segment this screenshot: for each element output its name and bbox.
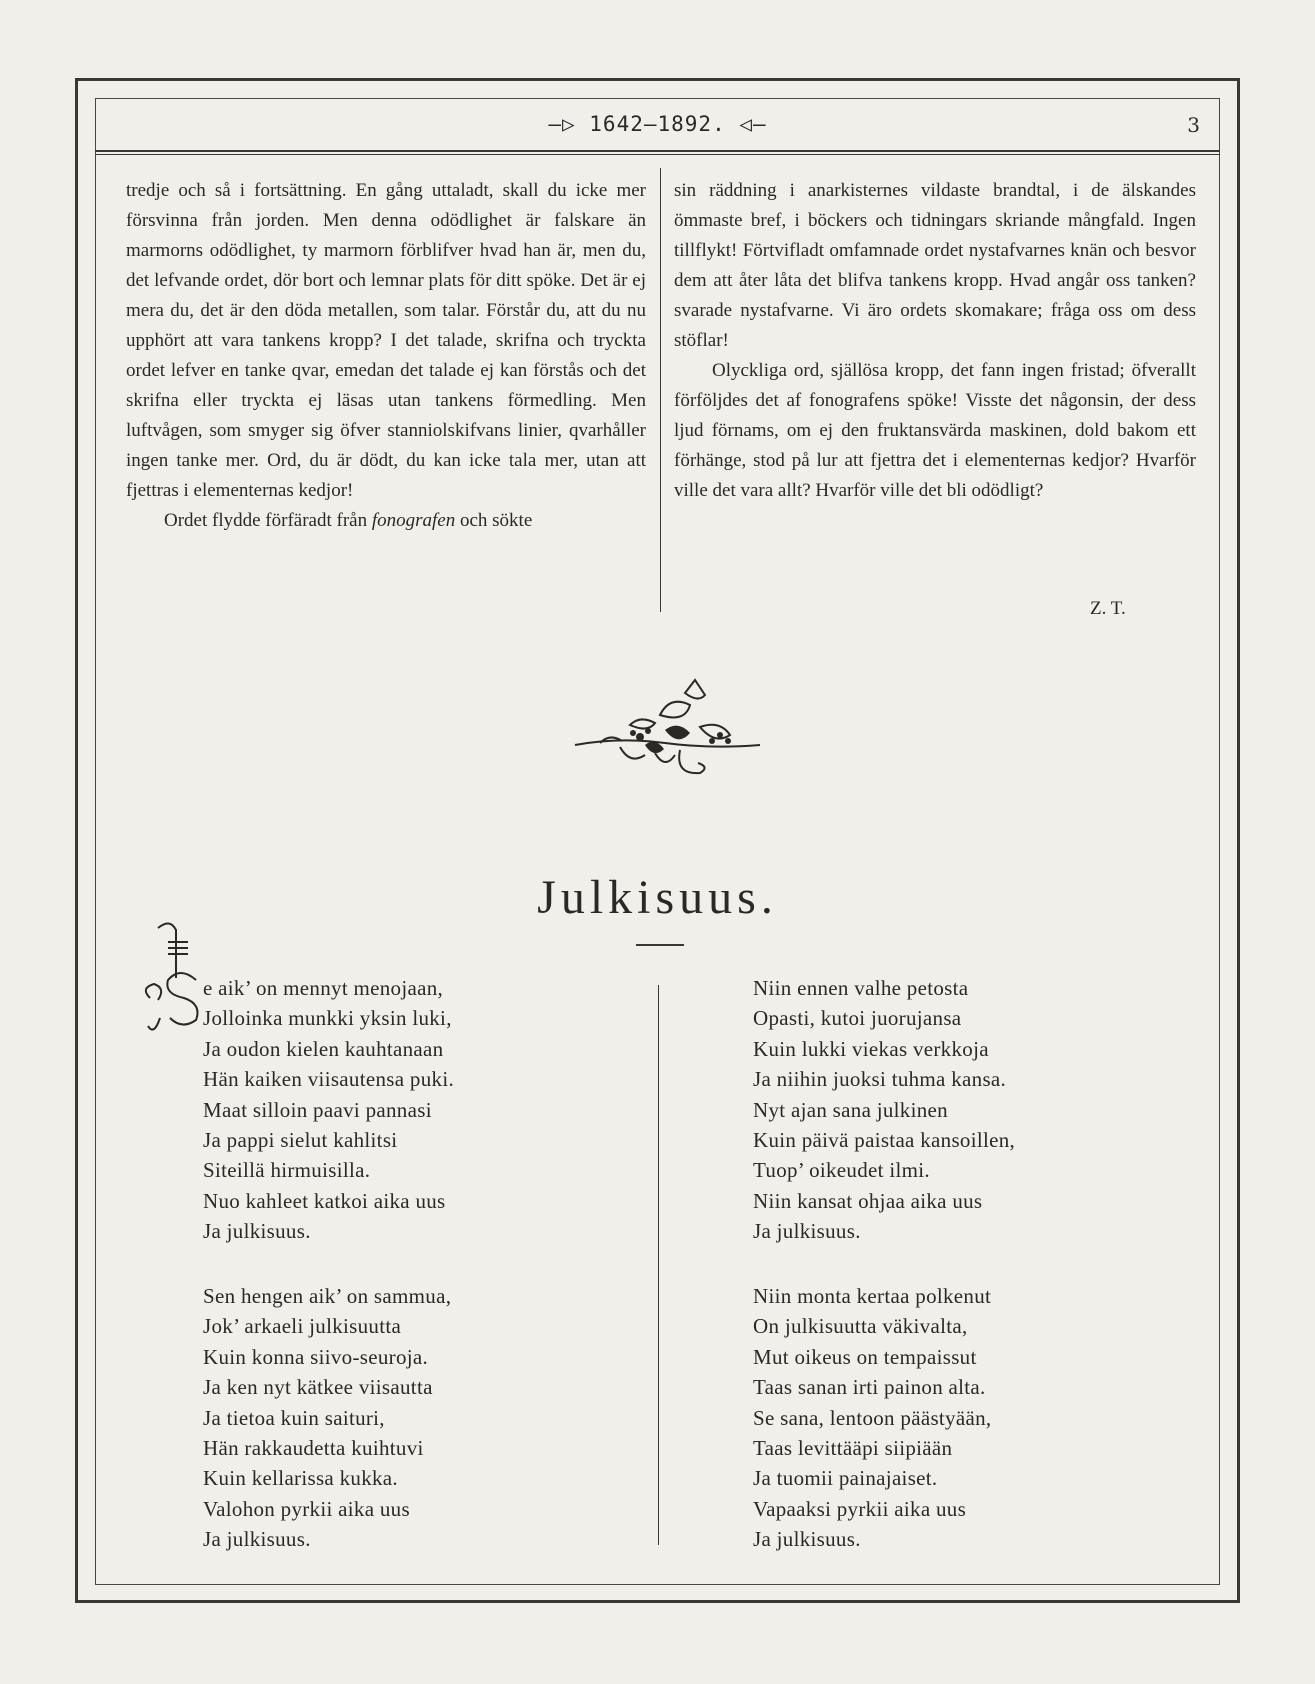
poem-line: Niin monta kertaa polkenut <box>753 1284 992 1308</box>
author-signature: Z. T. <box>1090 598 1126 619</box>
poem-line: Kuin päivä paistaa kansoillen, <box>753 1128 1016 1153</box>
poem-line: Niin ennen valhe petosta <box>753 976 969 1000</box>
article-paragraph: Ordet flydde förfäradt från fonografen och sökte <box>164 510 533 531</box>
poem-line: Sen hengen aik’ on sammua, <box>203 1284 452 1308</box>
poem-line: Jok’ arkaeli julkisuutta <box>203 1314 402 1339</box>
poem-line: Taas levittääpi siipiään <box>753 1436 953 1461</box>
poem-line: Ja tuomii painajaiset. <box>753 1466 938 1491</box>
poem-stanza <box>753 973 1015 1247</box>
poem-line: Ja ken nyt kätkee viisautta <box>203 1375 433 1400</box>
poem-line: Maat silloin paavi pannasi <box>203 1097 432 1122</box>
poem-line: Ja julkisuus. <box>753 1527 861 1552</box>
poem-line: Kuin kellarissa kukka. <box>203 1466 398 1491</box>
page-number: 3 <box>1187 113 1200 137</box>
poem-line: Opasti, kutoi juorujansa <box>753 1006 962 1031</box>
poem-line: Se sana, lentoon päästyään, <box>753 1405 992 1430</box>
poem-line: Tuop’ oikeudet ilmi. <box>753 1158 930 1183</box>
column-divider <box>660 168 661 612</box>
poem-stanza <box>203 973 454 1247</box>
header-years: 1642—1892. <box>589 112 726 136</box>
poem-line: Kuin lukki viekas verkkoja <box>753 1036 989 1061</box>
poem-line: Jolloinka munkki yksin luki, <box>203 1006 452 1031</box>
poem-line: Ja niihin juoksi tuhma kansa. <box>753 1067 1007 1092</box>
article-paragraph: tredje och så i fortsättning. En gång uttaladt, skall du icke mer försvinna från jorden. Men denna odödlighet är falskare än marmorns odödlighet, ty marmorn förblifver hvad han är, men du, det lefvande ordet, dör bort och lemnar plats för ditt spöke. Det är ej mera du, det är den döda metallen, som talar. Förstår du, att du nu upphört att vara tankens kropp? I det talade, skrifna och tryckta ordet lefver en tanke qvar, emedan det talade ej kan förstås och det skrifna eller tryckta ej läsas utan tankens förmedling. Men luftvågen, som smyger sig öfver stanniolskifvans linier, qvarhåller ingen tanke mer. Ord, du är dödt, du kan icke tala mer, utan att fjettras i elementernas kedjor! <box>126 180 646 501</box>
italic-term: fonografen <box>371 510 456 531</box>
article-column-right <box>674 176 1196 506</box>
right-arrow-mark: ◁— <box>739 112 767 136</box>
poem-line: Taas sanan irti painon alta. <box>753 1375 986 1400</box>
header-rule <box>95 150 1220 152</box>
poem-title: Julkisuus. <box>537 871 778 924</box>
poem-line: Ja julkisuus. <box>203 1527 311 1552</box>
article-paragraph: Olyckliga ord, själlösa kropp, det fann ingen fristad; öfverallt förföljdes det af fonografens spöke! Visste det någonsin, der dess ljud förnams, om ej den fruktansvärda maskinen, dold bakom ett förhänge, stod på lur att fjettra det i elementernas kedjor? Hvarför ville det vara allt? Hvarför ville det bli odödligt? <box>674 360 1196 501</box>
poem-line: Hän rakkaudetta kuihtuvi <box>203 1436 424 1461</box>
floral-ornament-icon <box>560 675 770 785</box>
article-column-left <box>126 176 646 536</box>
page-header <box>95 104 1220 144</box>
article-paragraph: sin räddning i anarkisternes vildaste brandtal, i de älskandes ömmaste bref, i böckers och tidningars skriande mångfald. Ingen tillflykt! Förtvifladt omfamnade ordet nystafvarnes knän och besvor dem att åter låta det blifva tankens kropp. Hvad angår oss tanken? svarade nystafvarne. Vi äro ordets skomakare; fråga oss om dess stöflar! <box>674 180 1196 351</box>
poem-line: Ja oudon kielen kauhtanaan <box>203 1036 444 1061</box>
poem-line: Nuo kahleet katkoi aika uus <box>203 1188 446 1213</box>
poem-divider <box>658 985 659 1545</box>
header-rule-thin <box>95 154 1220 155</box>
poem-line: Ja julkisuus. <box>753 1219 861 1244</box>
poem-line: Ja julkisuus. <box>203 1219 311 1244</box>
title-rule <box>636 944 684 946</box>
decorative-initial-s-icon <box>140 918 212 1038</box>
poem-line: Vapaaksi pyrkii aika uus <box>753 1496 967 1521</box>
poem-line: Nyt ajan sana julkinen <box>753 1097 948 1122</box>
poem-stanza <box>753 1281 991 1555</box>
poem-line: Mut oikeus on tempaissut <box>753 1344 977 1369</box>
poem-line: Kuin konna siivo-seuroja. <box>203 1344 429 1369</box>
left-arrow-mark: —▷ <box>548 112 576 136</box>
poem-line: Ja pappi sielut kahlitsi <box>203 1128 398 1153</box>
poem-line: On julkisuutta väkivalta, <box>753 1314 968 1339</box>
poem-stanza <box>203 1281 451 1555</box>
poem-line: Hän kaiken viisautensa puki. <box>203 1067 455 1092</box>
poem-line: Ja tietoa kuin saituri, <box>203 1405 385 1430</box>
poem-line: Siteillä hirmuisilla. <box>203 1158 371 1183</box>
poem-line: Niin kansat ohjaa aika uus <box>753 1188 983 1213</box>
poem-line: Valohon pyrkii aika uus <box>203 1496 410 1521</box>
poem-line: e aik’ on mennyt menojaan, <box>203 976 444 1000</box>
running-head <box>95 112 1220 136</box>
